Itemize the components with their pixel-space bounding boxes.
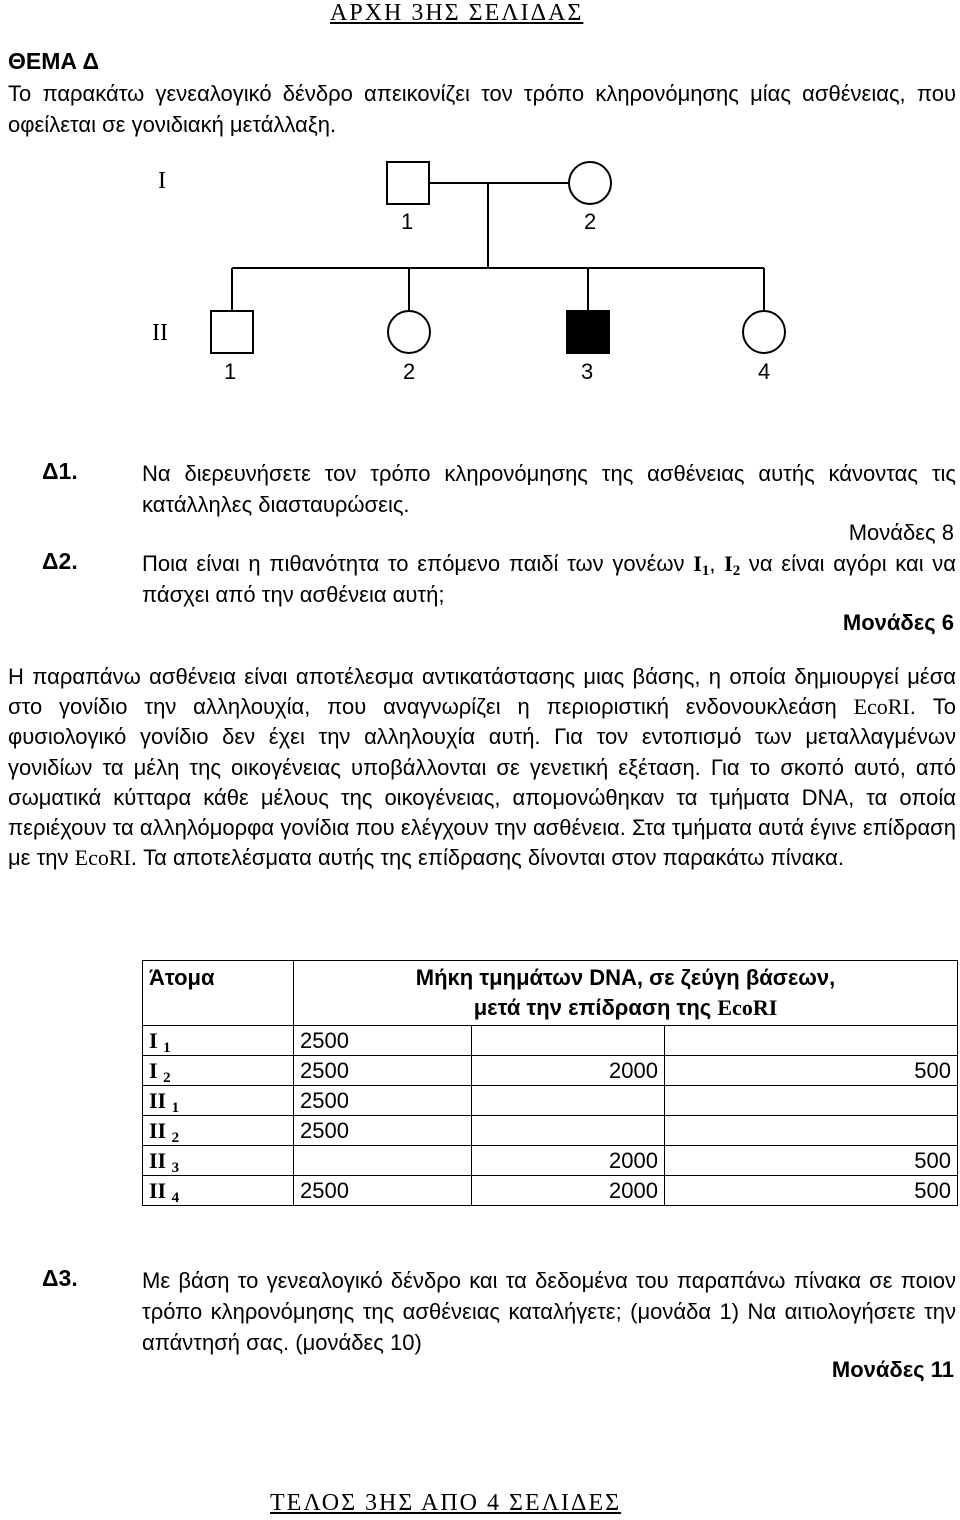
- table-header-row: [143, 961, 958, 1026]
- table-row: [143, 1056, 958, 1086]
- table-cell: 500: [665, 1176, 958, 1206]
- table-cell: 2500: [294, 1086, 472, 1116]
- table-row: [143, 1176, 958, 1206]
- generation-label-I: I: [158, 168, 166, 194]
- table-row: [143, 1146, 958, 1176]
- member-number-I2: 2: [584, 209, 597, 234]
- pedigree-female-II4: [743, 311, 785, 353]
- table-cell-individual: II $_4$: [143, 1176, 294, 1206]
- table-cell: [665, 1086, 958, 1116]
- table-cell: 2000: [472, 1146, 665, 1176]
- table-cell: [665, 1026, 958, 1056]
- member-number-II2: 2: [403, 359, 416, 384]
- table-header-individuals: Άτομα: [143, 961, 294, 1026]
- question-d2-text-a: Ποια είναι η πιθανότητα το επόμενο παιδί των γονέων: [142, 551, 685, 576]
- table-header-lengths: Μήκη τμημάτων DNA, σε ζεύγη βάσεων, μετά την επίδραση της EcoRI: [294, 961, 958, 1026]
- pedigree-female-II2: [388, 311, 430, 353]
- enzyme-name: EcoRI: [853, 694, 910, 720]
- pedigree-male-I1: [387, 162, 429, 204]
- question-d2-marks: Μονάδες 6: [842, 610, 954, 635]
- table-cell: 500: [665, 1056, 958, 1086]
- parent-I1: $I_1$: [693, 551, 710, 579]
- pedigree-male-II1: [211, 311, 253, 353]
- table-cell: [472, 1026, 665, 1056]
- table-cell-individual: II $_1$: [143, 1086, 294, 1116]
- table-cell: [472, 1116, 665, 1146]
- question-d3-marks: Μονάδες 11: [831, 1357, 954, 1382]
- parent-I2: $I_2$: [724, 551, 741, 579]
- enzyme-name: EcoRI: [74, 845, 131, 871]
- question-d3-number: Δ3.: [42, 1265, 78, 1291]
- question-d2-text-b: να είναι αγόρι και να πάσχει από την ασθένεια αυτή;: [142, 551, 956, 607]
- pedigree-diagram: [0, 150, 960, 390]
- member-number-II1: 1: [224, 359, 237, 384]
- table-cell: 2500: [294, 1176, 472, 1206]
- table-cell: 500: [665, 1146, 958, 1176]
- table-row: [143, 1086, 958, 1116]
- question-d2-text: Ποια είναι η πιθανότητα το επόμενο παιδί των γονέων $I_1$, $I_2$ να είναι αγόρι και να πάσχει από την ασθένεια αυτή;: [142, 551, 956, 607]
- pedigree-female-I2: [569, 162, 611, 204]
- table-cell: [472, 1086, 665, 1116]
- table-row: [143, 1116, 958, 1146]
- table-cell: [294, 1146, 472, 1176]
- generation-label-II: II: [152, 320, 168, 346]
- member-number-II3: 3: [581, 359, 594, 384]
- description-paragraph: Η παραπάνω ασθένεια είναι αποτέλεσμα αντικατάστασης μιας βάσης, η οποία δημιουργεί μέσα στο γονίδιο την αλληλουχία, που αναγνωρίζει η περιοριστική ενδονουκλεάση EcoRI. Το φυσιολογικό γονίδιο δεν έχει την αλληλουχία αυτή. Για τον εντοπισμό των μεταλλαγμένων γονιδίων τα μέλη της οικογένειας υποβάλλονται σε γενετική εξέταση. Για το σκοπό αυτό, από σωματικά κύτταρα κάθε μέλους της οικογένειας, απομονώθηκαν τα τμήματα DNA, τα οποία περιέχουν τα αλληλόμορφα γονίδια που ελέγχουν την ασθένεια. Στα τμήματα αυτά έγινε επίδραση με την EcoRI. Τα αποτελέσματα αυτής της επίδρασης δίνονται στον παρακάτω πίνακα.: [8, 664, 956, 871]
- question-d2-number: Δ2.: [42, 548, 78, 574]
- member-number-I1: 1: [401, 209, 414, 234]
- table-row: [143, 1026, 958, 1056]
- section-title: ΘΕΜΑ Δ: [8, 48, 100, 74]
- question-d1-text: Να διερευνήσετε τον τρόπο κληρονόμησης της ασθένειας αυτής κάνοντας τις κατάλληλες διασταυρώσεις.: [142, 461, 956, 517]
- table-cell-individual: I $_2$: [143, 1056, 294, 1086]
- table-cell-individual: II $_2$: [143, 1116, 294, 1146]
- table-cell: 2000: [472, 1176, 665, 1206]
- question-d1-marks: Μονάδες 8: [848, 520, 954, 545]
- table-cell-individual: II $_3$: [143, 1146, 294, 1176]
- table-cell: 2500: [294, 1116, 472, 1146]
- table-cell-individual: I $_1$: [143, 1026, 294, 1056]
- question-d1-number: Δ1.: [42, 458, 78, 484]
- dna-fragments-table: [142, 960, 958, 1206]
- table-cell: [665, 1116, 958, 1146]
- table-cell: 2500: [294, 1026, 472, 1056]
- page-footer: ΤΕΛΟΣ 3ΗΣ ΑΠΟ 4 ΣΕΛΙΔΕΣ: [270, 1490, 622, 1516]
- page-header: ΑΡΧΗ 3ΗΣ ΣΕΛΙΔΑΣ: [330, 0, 584, 26]
- pedigree-affected-male-II3: [567, 311, 609, 353]
- member-number-II4: 4: [758, 359, 771, 384]
- table-cell: 2500: [294, 1056, 472, 1086]
- question-d3-text: Με βάση το γενεαλογικό δένδρο και τα δεδομένα του παραπάνω πίνακα σε ποιον τρόπο κληρονόμησης της ασθένειας καταλήγετε; (μονάδα 1) Να αιτιολογήσετε την απάντησή σας. (μονάδες 10): [142, 1268, 956, 1355]
- intro-text: Το παρακάτω γενεαλογικό δένδρο απεικονίζει τον τρόπο κληρονόμησης μίας ασθένειας, που οφείλεται σε γονιδιακή μετάλλαξη.: [8, 81, 956, 137]
- table-cell: 2000: [472, 1056, 665, 1086]
